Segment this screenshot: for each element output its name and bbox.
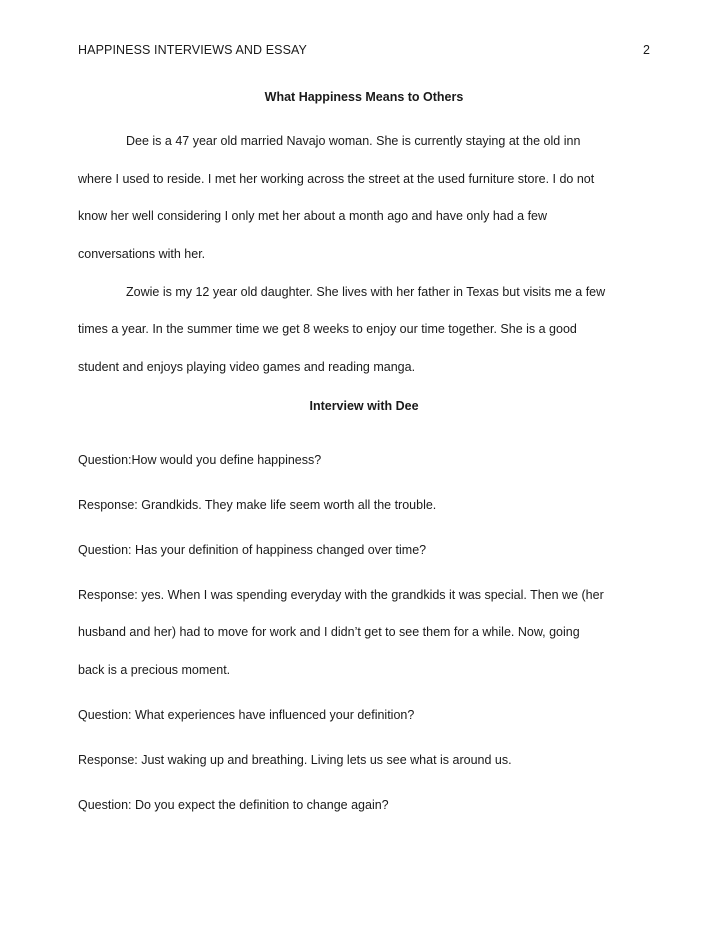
interview-question: Question: Has your definition of happiness changed over time? [78,543,427,557]
interview-response: back is a precious moment. [78,663,231,677]
interview-question: Question: Do you expect the definition to change again? [78,798,389,812]
interview-response: Response: yes. When I was spending everyday with the grandkids it was special. Then we (her [78,588,604,602]
paragraph-line: Dee is a 47 year old married Navajo woman. She is currently staying at the old inn [126,134,581,148]
paragraph-line: Zowie is my 12 year old daughter. She lives with her father in Texas but visits me a few [126,285,606,299]
running-header [78,43,650,61]
paragraph-line: know her well considering I only met her about a month ago and have only had a few [78,209,548,223]
interview-question: Question:How would you define happiness? [78,453,322,467]
paragraph-line: conversations with her. [78,247,206,261]
paragraph-line: student and enjoys playing video games and reading manga. [78,360,416,374]
header-title: HAPPINESS INTERVIEWS AND ESSAY [78,43,307,57]
interview-heading: Interview with Dee [309,399,419,413]
page-number: 2 [642,43,650,57]
interview-response: Response: Just waking up and breathing. Living lets us see what is around us. [78,753,512,767]
interview-response: husband and her) had to move for work and I didn’t get to see them for a while. Now, going [78,625,580,639]
essay-heading: What Happiness Means to Others [264,90,464,104]
paragraph-line: where I used to reside. I met her working across the street at the used furniture store. I do not [78,172,595,186]
interview-response: Response: Grandkids. They make life seem worth all the trouble. [78,498,437,512]
interview-question: Question: What experiences have influenced your definition? [78,708,415,722]
paragraph-line: times a year. In the summer time we get 8 weeks to enjoy our time together. She is a good [78,322,577,336]
